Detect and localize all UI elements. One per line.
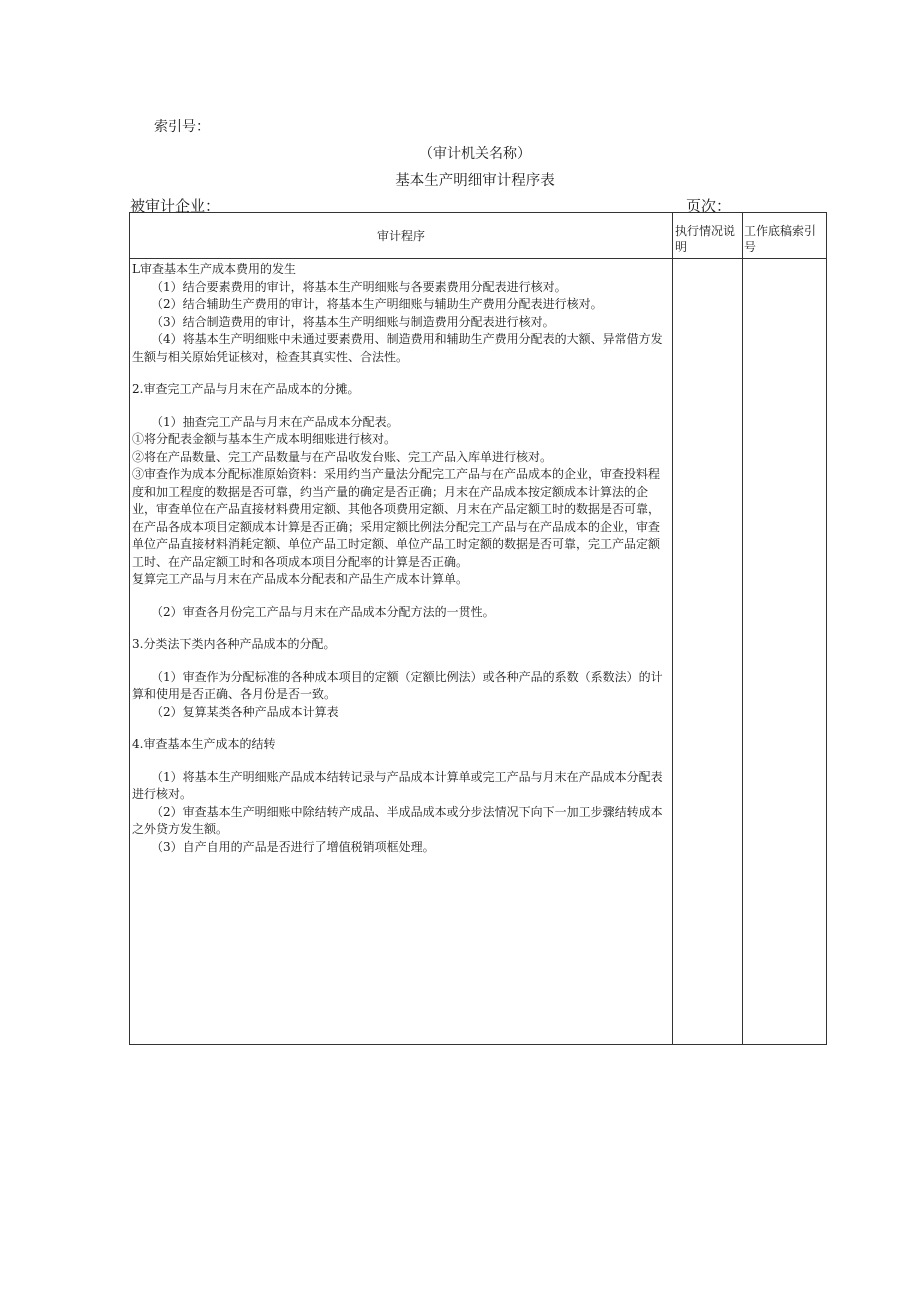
procedure-substep: ①将分配表金额与基本生产成本明细账进行核对。 [132, 432, 397, 446]
procedure-step: （2）结合辅助生产费用的审计，将基本生产明细账与辅助生产费用分配表进行核对。 [151, 297, 603, 311]
procedure-step: （1）抽查完工产品与月末在产品成本分配表。 [151, 414, 399, 429]
procedure-step: （2）审查各月份完工产品与月末在产品成本分配方法的一贯性。 [151, 604, 495, 619]
audit-procedure-table [129, 212, 827, 1045]
form-title: 基本生产明细审计程序表 [395, 173, 555, 189]
procedure-step: （1）将基本生产明细账产品成本结转记录与产品成本计算单或完工产品与月末在产品成本分配表进行核对。 [132, 769, 663, 801]
index-number-label: 索引号： [154, 119, 210, 135]
audit-organization-name: （审计机关名称） [419, 146, 531, 162]
procedure-step: （2）审查基本生产明细账中除结转产成品、半成品成本或分步法情况下向下一加工步骤结转成本之外贷方发生额。 [132, 804, 663, 836]
column-header-procedure: 审计程序 [376, 229, 425, 243]
procedure-substep: ③审查作为成本分配标准原始资料：采用约当产量法分配完工产品与在产品成本的企业，审查投料程度和加工程度的数据是否可靠，约当产量的确定是否正确；月末在产品成本按定额成本计算法的企业，审查单位在产品直接材料费用定额、其他各项费用定额、月末在产品定额工时的数据是否可靠，在产品各成本项目定额成本计算是否正确；采用定额比例法分配完工产品与在产品成本的企业，审查单位产品直接材料消耗定额、单位产品工时定额、单位产品工时定额的数据是否可靠，完工产品定额工时、在产品定额工时和各项成本项目分配率的计算是否正确。 [132, 467, 661, 569]
procedure-step: （4）将基本生产明细账中未通过要素费用、制造费用和辅助生产费用分配表的大额、异常借方发生额与相关原始凭证核对，检查其真实性、合法性。 [132, 332, 663, 364]
section-heading: 4.审查基本生产成本的结转 [132, 737, 276, 751]
procedure-step: （1）结合要素费用的审计，将基本生产明细账与各要素费用分配表进行核对。 [151, 279, 567, 294]
procedure-step: （3）自产自用的产品是否进行了增值税销项框处理。 [151, 839, 435, 854]
section-heading: 2.审查完工产品与月末在产品成本的分摊。 [132, 382, 360, 396]
page-number-label: 页次： [686, 197, 732, 215]
auditee-label: 被审计企业： [130, 197, 221, 215]
procedure-step: （2）复算某类各种产品成本计算表 [151, 704, 339, 719]
procedure-step: （3）结合制造费用的审计，将基本生产明细账与制造费用分配表进行核对。 [151, 314, 555, 329]
column-header-workpaper-index: 工作底稿索引号 [744, 224, 817, 254]
procedure-step: （1）审查作为分配标准的各种成本项目的定额（定额比例法）或各种产品的系数（系数法）的计算和使用是否正确、各月份是否一致。 [132, 669, 663, 701]
column-divider [742, 213, 743, 1044]
procedure-content [132, 261, 671, 856]
header-divider [130, 258, 826, 259]
column-header-execution: 执行情况说明 [675, 224, 736, 254]
procedure-substep: 复算完工产品与月末在产品成本分配表和产品生产成本计算单。 [132, 572, 469, 586]
column-divider [672, 213, 673, 1044]
procedure-substep: ②将在产品数量、完工产品数量与在产品收发台账、完工产品入库单进行核对。 [132, 449, 553, 464]
section-heading: L审查基本生产成本费用的发生 [132, 262, 296, 276]
section-heading: 3.分类法下类内各种产品成本的分配。 [132, 637, 336, 651]
